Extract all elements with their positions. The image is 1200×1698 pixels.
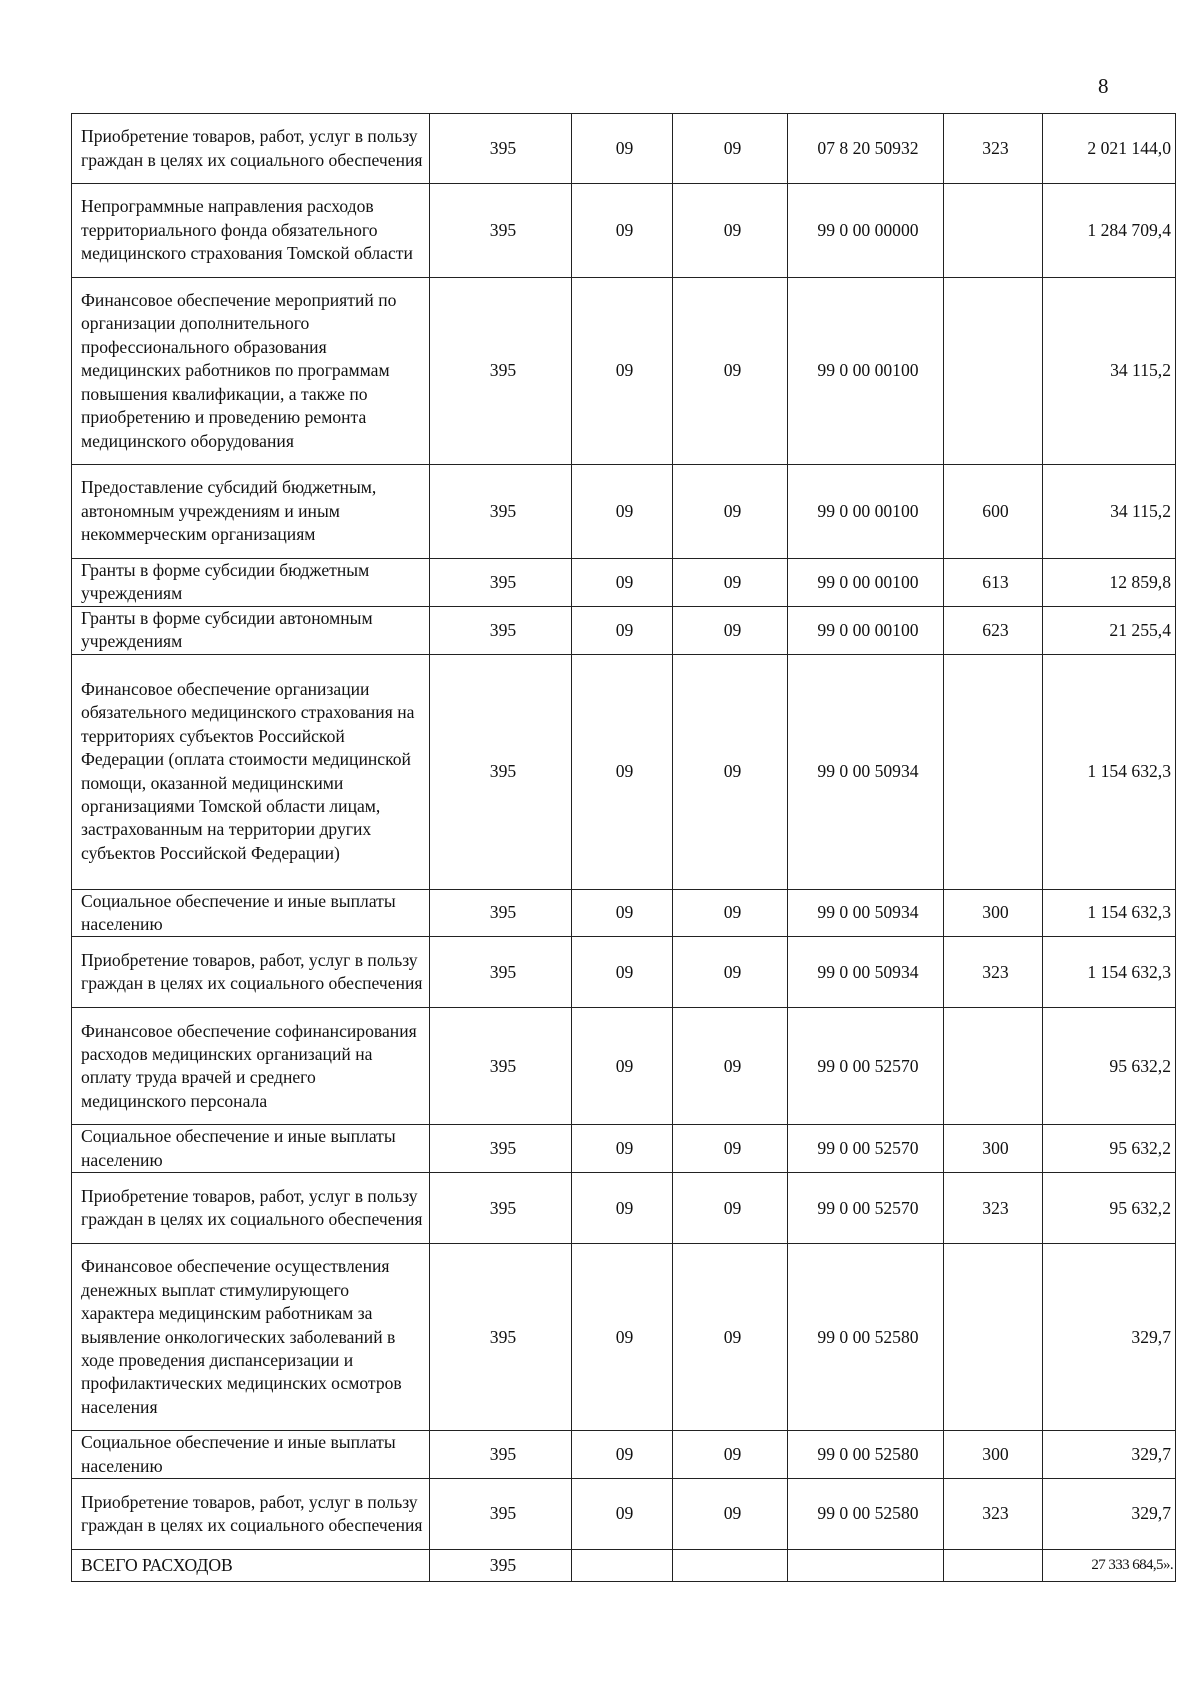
subsection-code: 09 — [673, 184, 788, 278]
expense-name: Гранты в форме субсидии бюджетным учреждениям — [72, 559, 430, 607]
amount: 34 115,2 — [1043, 465, 1176, 559]
table-row — [72, 559, 1176, 607]
table-row — [72, 1125, 1176, 1173]
target-article: 99 0 00 00100 — [788, 278, 944, 465]
table-row — [72, 1173, 1176, 1244]
expense-name: Социальное обеспечение и иные выплаты населению — [72, 1431, 430, 1479]
total-amount: 27 333 684,5». — [1043, 1550, 1176, 1582]
target-article: 99 0 00 50934 — [788, 654, 944, 889]
table-row — [72, 465, 1176, 559]
amount: 95 632,2 — [1043, 1008, 1176, 1125]
amount: 21 255,4 — [1043, 606, 1176, 654]
expense-name: Приобретение товаров, работ, услуг в пользу граждан в целях их социального обеспечения — [72, 114, 430, 184]
admin-code: 395 — [430, 1244, 572, 1431]
expense-name: Приобретение товаров, работ, услуг в пользу граждан в целях их социального обеспечения — [72, 1479, 430, 1550]
target-article: 99 0 00 52580 — [788, 1479, 944, 1550]
admin-code: 395 — [430, 654, 572, 889]
amount: 2 021 144,0 — [1043, 114, 1176, 184]
target-article: 99 0 00 52580 — [788, 1431, 944, 1479]
table-row — [72, 1479, 1176, 1550]
section-code: 09 — [572, 654, 673, 889]
amount: 34 115,2 — [1043, 278, 1176, 465]
section-code: 09 — [572, 114, 673, 184]
total-label: ВСЕГО РАСХОДОВ — [72, 1550, 430, 1582]
subsection-code: 09 — [673, 114, 788, 184]
table-row — [72, 654, 1176, 889]
expense-name: Приобретение товаров, работ, услуг в пользу граждан в целях их социального обеспечения — [72, 937, 430, 1008]
expense-name: Финансовое обеспечение мероприятий по организации дополнительного профессионального образования медицинских работников по программам повышения квалификации, а также по приобретению и проведению ремонта медицинского оборудования — [72, 278, 430, 465]
table-row — [72, 278, 1176, 465]
admin-code: 395 — [430, 114, 572, 184]
expense-type: 623 — [944, 606, 1043, 654]
admin-code: 395 — [430, 559, 572, 607]
amount: 95 632,2 — [1043, 1173, 1176, 1244]
table-row — [72, 1244, 1176, 1431]
table-row — [72, 937, 1176, 1008]
expense-type: 613 — [944, 559, 1043, 607]
admin-code: 395 — [430, 1173, 572, 1244]
total-row — [72, 1550, 1176, 1582]
section-code: 09 — [572, 889, 673, 937]
target-article: 99 0 00 00100 — [788, 606, 944, 654]
section-code: 09 — [572, 1244, 673, 1431]
subsection-code: 09 — [673, 465, 788, 559]
admin-code: 395 — [430, 606, 572, 654]
expense-type — [944, 1008, 1043, 1125]
subsection-code: 09 — [673, 937, 788, 1008]
section-code: 09 — [572, 1431, 673, 1479]
target-article: 99 0 00 00000 — [788, 184, 944, 278]
target-article: 99 0 00 00100 — [788, 559, 944, 607]
page-number: 8 — [1098, 74, 1109, 98]
section-code: 09 — [572, 559, 673, 607]
section-code: 09 — [572, 606, 673, 654]
expense-type: 323 — [944, 1479, 1043, 1550]
admin-code: 395 — [430, 1479, 572, 1550]
expense-type: 300 — [944, 889, 1043, 937]
section-code: 09 — [572, 184, 673, 278]
subsection-code: 09 — [673, 1431, 788, 1479]
admin-code: 395 — [430, 1125, 572, 1173]
expense-type — [944, 654, 1043, 889]
subsection-code: 09 — [673, 1173, 788, 1244]
amount: 12 859,8 — [1043, 559, 1176, 607]
amount: 329,7 — [1043, 1479, 1176, 1550]
subsection-code: 09 — [673, 1008, 788, 1125]
amount: 1 284 709,4 — [1043, 184, 1176, 278]
section-code: 09 — [572, 278, 673, 465]
expense-type: 323 — [944, 937, 1043, 1008]
subsection-code: 09 — [673, 889, 788, 937]
subsection-code: 09 — [673, 559, 788, 607]
expense-name: Финансовое обеспечение организации обязательного медицинского страхования на территориях субъектов Российской Федерации (оплата стоимости медицинской помощи, оказанной медицинскими организациями Томской области лицам, застрахованным на территории других субъектов Российской Федерации) — [72, 654, 430, 889]
table-row — [72, 606, 1176, 654]
section-code: 09 — [572, 937, 673, 1008]
amount: 1 154 632,3 — [1043, 937, 1176, 1008]
expense-type — [944, 278, 1043, 465]
expenditure-table — [71, 113, 1176, 1582]
subsection-code: 09 — [673, 278, 788, 465]
expense-name: Финансовое обеспечение осуществления денежных выплат стимулирующего характера медицинским работникам за выявление онкологических заболеваний в ходе проведения диспансеризации и профилактических медицинских осмотров населения — [72, 1244, 430, 1431]
total-admin-code: 395 — [430, 1550, 572, 1582]
expense-name: Приобретение товаров, работ, услуг в пользу граждан в целях их социального обеспечения — [72, 1173, 430, 1244]
expense-type: 323 — [944, 1173, 1043, 1244]
amount: 329,7 — [1043, 1244, 1176, 1431]
admin-code: 395 — [430, 278, 572, 465]
section-code: 09 — [572, 1008, 673, 1125]
expense-type: 600 — [944, 465, 1043, 559]
admin-code: 395 — [430, 465, 572, 559]
admin-code: 395 — [430, 184, 572, 278]
expense-name: Социальное обеспечение и иные выплаты населению — [72, 1125, 430, 1173]
table-row — [72, 889, 1176, 937]
subsection-code: 09 — [673, 1125, 788, 1173]
table-row — [72, 114, 1176, 184]
target-article: 99 0 00 52570 — [788, 1173, 944, 1244]
target-article: 99 0 00 52570 — [788, 1125, 944, 1173]
table-row — [72, 184, 1176, 278]
admin-code: 395 — [430, 889, 572, 937]
target-article: 99 0 00 50934 — [788, 889, 944, 937]
target-article: 99 0 00 52580 — [788, 1244, 944, 1431]
expense-name: Предоставление субсидий бюджетным, автономным учреждениям и иным некоммерческим организациям — [72, 465, 430, 559]
amount: 1 154 632,3 — [1043, 654, 1176, 889]
admin-code: 395 — [430, 1431, 572, 1479]
subsection-code: 09 — [673, 654, 788, 889]
target-article: 07 8 20 50932 — [788, 114, 944, 184]
section-code: 09 — [572, 1125, 673, 1173]
admin-code: 395 — [430, 937, 572, 1008]
expense-type: 300 — [944, 1125, 1043, 1173]
expense-type — [944, 1244, 1043, 1431]
subsection-code: 09 — [673, 606, 788, 654]
target-article: 99 0 00 50934 — [788, 937, 944, 1008]
table-row — [72, 1431, 1176, 1479]
expense-type — [944, 184, 1043, 278]
target-article: 99 0 00 00100 — [788, 465, 944, 559]
subsection-code: 09 — [673, 1479, 788, 1550]
expense-name: Непрограммные направления расходов территориального фонда обязательного медицинского страхования Томской области — [72, 184, 430, 278]
expense-name: Финансовое обеспечение софинансирования расходов медицинских организаций на оплату труда врачей и среднего медицинского персонала — [72, 1008, 430, 1125]
empty-cell — [944, 1550, 1043, 1582]
admin-code: 395 — [430, 1008, 572, 1125]
expense-name: Гранты в форме субсидии автономным учреждениям — [72, 606, 430, 654]
expense-type: 323 — [944, 114, 1043, 184]
target-article: 99 0 00 52570 — [788, 1008, 944, 1125]
empty-cell — [572, 1550, 673, 1582]
expense-type: 300 — [944, 1431, 1043, 1479]
section-code: 09 — [572, 1479, 673, 1550]
amount: 329,7 — [1043, 1431, 1176, 1479]
empty-cell — [788, 1550, 944, 1582]
section-code: 09 — [572, 1173, 673, 1244]
subsection-code: 09 — [673, 1244, 788, 1431]
amount: 1 154 632,3 — [1043, 889, 1176, 937]
section-code: 09 — [572, 465, 673, 559]
empty-cell — [673, 1550, 788, 1582]
expense-name: Социальное обеспечение и иные выплаты населению — [72, 889, 430, 937]
table-row — [72, 1008, 1176, 1125]
amount: 95 632,2 — [1043, 1125, 1176, 1173]
